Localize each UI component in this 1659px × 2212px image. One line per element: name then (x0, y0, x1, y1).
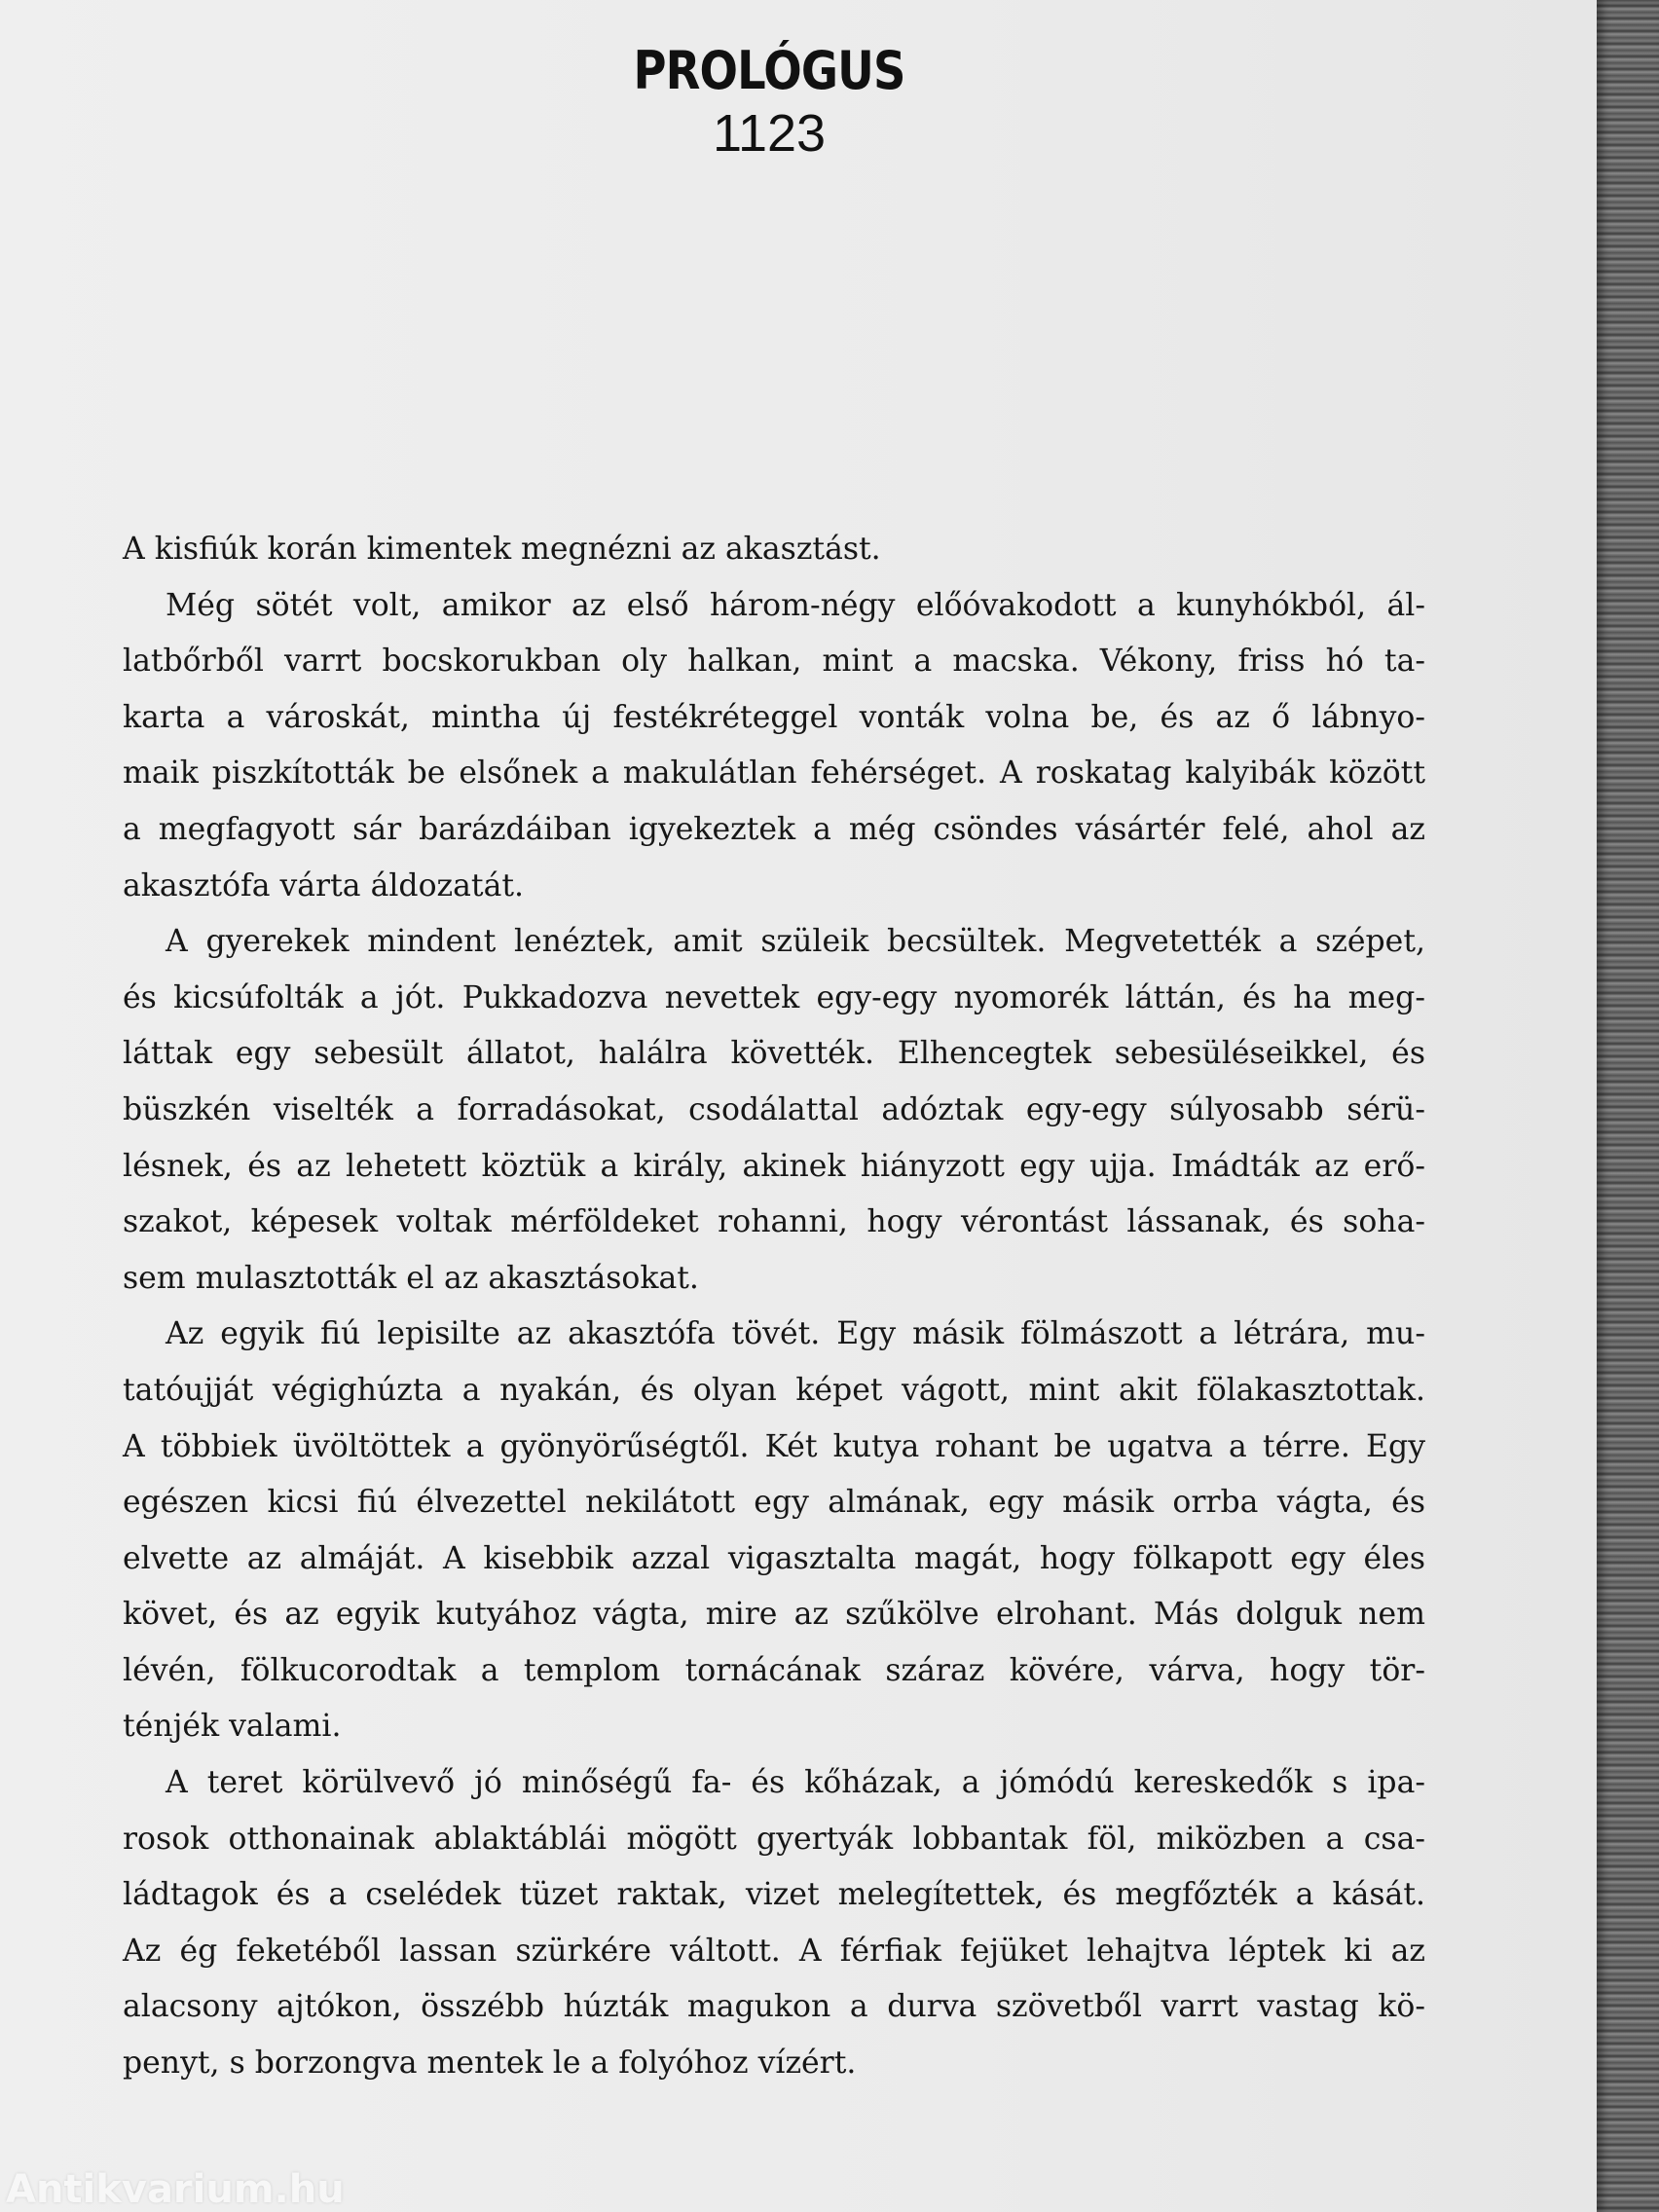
watermark: Antikvarium.hu (6, 2167, 345, 2212)
body-text (123, 522, 1425, 2092)
text-line: latbőrből varrt bocskorukban oly halkan, mint a macska. Vékony, friss hó ta- (123, 644, 1425, 680)
text-line: ténjék valami. (123, 1709, 342, 1745)
chapter-title: PROLÓGUS (633, 40, 905, 101)
text-line: Az ég feketéből lassan szürkére váltott. A férfiak fejüket lehajtva léptek ki az (123, 1933, 1425, 1969)
text-line: rosok otthonainak ablaktáblái mögött gyertyák lobbantak föl, miközben a csa- (123, 1821, 1425, 1857)
text-line: Még sötét volt, amikor az első három-négy előóvakodott a kunyhókból, ál- (166, 587, 1425, 623)
text-line: elvette az almáját. A kisebbik azzal vigasztalta magát, hogy fölkapott egy éles (123, 1540, 1425, 1576)
text-line: A gyerekek mindent lenéztek, amit szüleik becsültek. Megvetették a szépet, (166, 924, 1425, 960)
text-line: ládtagok és a cselédek tüzet raktak, vizet melegítettek, és megfőzték a kását. (123, 1877, 1425, 1913)
text-line: láttak egy sebesült állatot, halálra követték. Elhencegtek sebesüléseikkel, és (123, 1036, 1425, 1072)
text-line: karta a városkát, mintha új festékréteggel vonták volna be, és az ő lábnyo- (123, 699, 1425, 735)
text-line: sem mulasztották el az akasztásokat. (123, 1260, 699, 1296)
text-line: A többiek üvöltöttek a gyönyörűségtől. Két kutya rohant be ugatva a térre. Egy (123, 1428, 1425, 1464)
text-line: és kicsúfolták a jót. Pukkadozva nevettek egy-egy nyomorék láttán, és ha meg- (123, 979, 1425, 1015)
book-page-edges (1597, 0, 1659, 2212)
text-line: Az egyik fiú lepisilte az akasztófa tövét. Egy másik fölmászott a létrára, mu- (166, 1316, 1425, 1352)
text-line: alacsony ajtókon, összébb húzták magukon a durva szövetből varrt vastag kö- (123, 1989, 1425, 2025)
text-line: a megfagyott sár barázdáiban igyekeztek a még csöndes vásártér felé, ahol az (123, 811, 1425, 847)
text-line: egészen kicsi fiú élvezettel nekilátott egy almának, egy másik orrba vágta, és (123, 1485, 1425, 1521)
text-line: követ, és az egyik kutyához vágta, mire az szűkölve elrohant. Más dolguk nem (123, 1597, 1425, 1633)
text-line: penyt, s borzongva mentek le a folyóhoz vízért. (123, 2046, 857, 2082)
text-line: A kisfiúk korán kimentek megnézni az akasztást. (123, 532, 881, 567)
text-line: szakot, képesek voltak mérföldeket rohanni, hogy vérontást lássanak, és soha- (123, 1204, 1425, 1240)
text-line: tatóujját végighúzta a nyakán, és olyan képet vágott, mint akit fölakasztottak. (123, 1372, 1425, 1408)
text-line: akasztófa várta áldozatát. (123, 867, 525, 903)
text-line: büszkén viselték a forradásokat, csodálattal adóztak egy-egy súlyosabb sérü- (123, 1091, 1425, 1127)
text-line: maik piszkították be elsőnek a makulátlan fehérséget. A roskatag kalyibák között (123, 756, 1425, 792)
chapter-year: 1123 (712, 104, 827, 163)
chapter-heading (0, 39, 1538, 164)
text-line: A teret körülvevő jó minőségű fa- és kőházak, a jómódú kereskedők s ipa- (166, 1765, 1425, 1801)
text-line: lésnek, és az lehetett köztük a király, akinek hiányzott egy ujja. Imádták az erő- (123, 1148, 1425, 1184)
text-line: lévén, fölkucorodtak a templom tornácának száraz kövére, várva, hogy tör- (123, 1652, 1425, 1688)
